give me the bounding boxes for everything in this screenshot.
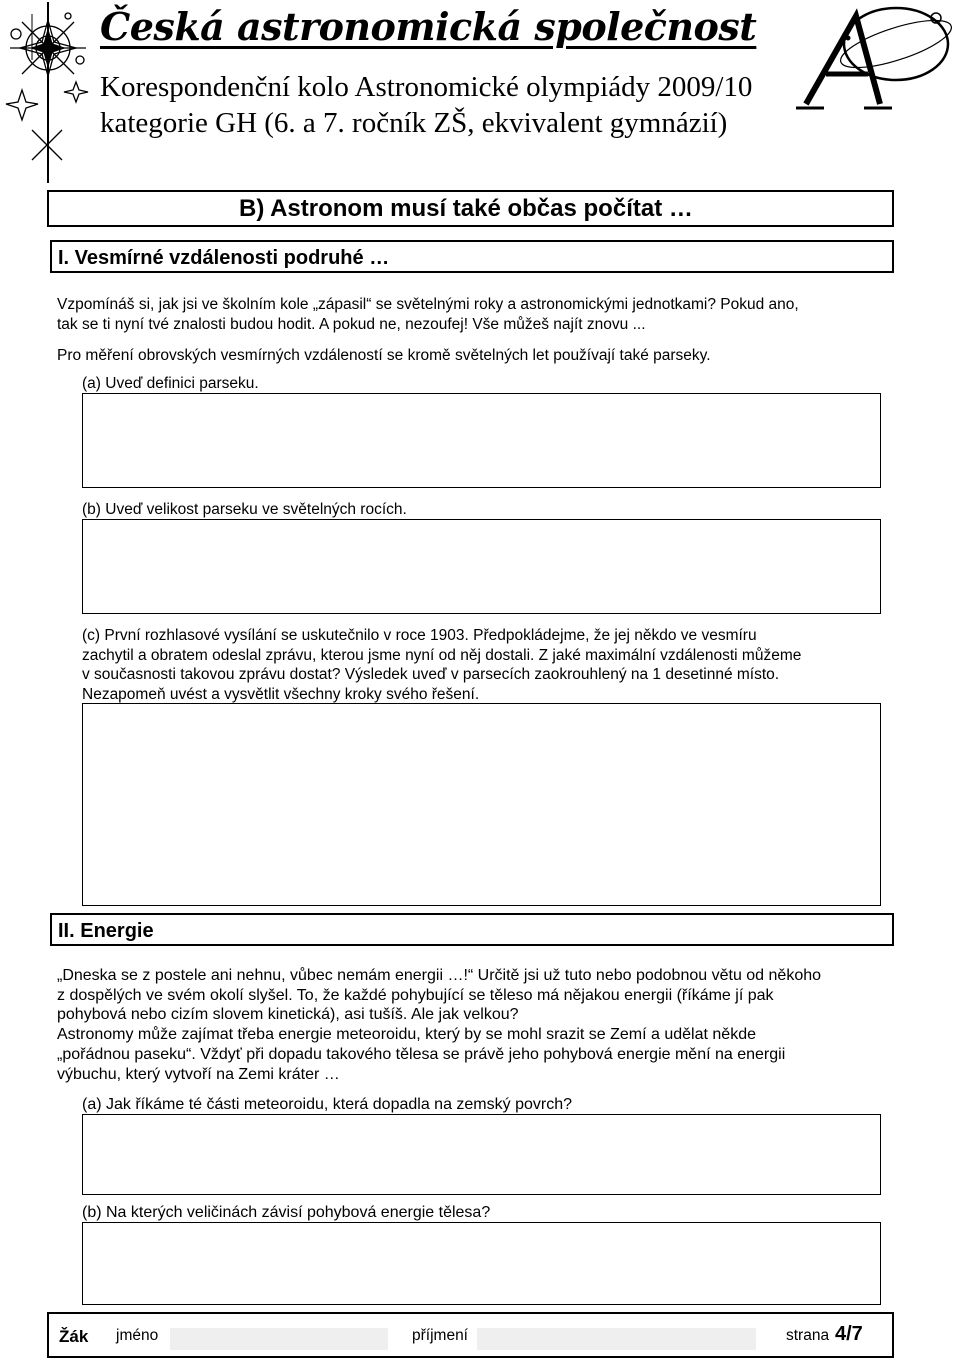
olympiad-round-title: Korespondenční kolo Astronomické olympiády 2009/10 (100, 71, 753, 103)
answer-box-2a[interactable] (82, 1114, 881, 1195)
part-1-heading: I. Vesmírné vzdálenosti podruhé … (58, 247, 390, 269)
star-compass-logo-icon (2, 0, 94, 185)
answer-box-1c[interactable] (82, 703, 881, 906)
page-number: 4/7 (835, 1323, 863, 1345)
part-2-intro-line: „Dneska se z postele ani nehnu, vůbec nemám energii …!“ Určitě jsi už tuto nebo podobnou větu od někoho (57, 967, 822, 984)
section-b-banner (47, 190, 894, 227)
part-2-intro-line: Astronomy může zajímat třeba energie meteoroidu, který by se mohl srazit se Zemí a udělat někde (57, 1026, 756, 1043)
part-2-intro-line: z dospělých ve svém okolí slyšel. To, že každé pohybující se těleso má nějakou energii (říkáme jí pak (57, 987, 774, 1004)
surname-field[interactable] (477, 1328, 756, 1350)
part-2-banner (50, 913, 894, 946)
part-2-intro-line: „pořádnou paseku“. Vždyť při dopadu takového tělesa se právě jeho pohybová energie mění na energii (57, 1046, 786, 1063)
question-1c-line: (c) První rozhlasové vysílání se uskutečnilo v roce 1903. Předpokládejme, že jej někdo ve vesmíru (82, 627, 757, 644)
surname-label: příjmení (412, 1327, 468, 1344)
part-1-banner (50, 240, 894, 273)
part-2-intro-line: výbuchu, který vytvoří na Zemi kráter … (57, 1066, 340, 1083)
answer-box-2b[interactable] (82, 1222, 881, 1305)
part-1-lead: Pro měření obrovských vesmírných vzdáleností se kromě světelných let používají také parseky. (57, 347, 711, 364)
answer-box-1b[interactable] (82, 519, 881, 614)
question-1c-line: Nezapomeň uvést a vysvětlit všechny kroky svého řešení. (82, 686, 480, 703)
student-footer (47, 1312, 894, 1358)
section-b-title: B) Astronom musí také občas počítat … (239, 195, 693, 222)
category-title: kategorie GH (6. a 7. ročník ZŠ, ekvivalent gymnázií) (100, 107, 728, 139)
first-name-label: jméno (116, 1327, 159, 1344)
first-name-field[interactable] (170, 1328, 388, 1350)
part-1-intro-line: Vzpomínáš si, jak jsi ve školním kole „zápasil“ se světelnými roky a astronomickými jednotkami? Pokud ano, (57, 296, 799, 313)
student-label: Žák (59, 1327, 89, 1346)
part-2-heading: II. Energie (58, 920, 154, 942)
page-label: strana (786, 1327, 830, 1344)
question-1b: (b) Uveď velikost parseku ve světelných rocích. (82, 501, 407, 518)
question-1c-line: v současnosti takovou zprávu dostat? Výsledek uveď v parsecích zaokrouhlený na 1 desetinné místo. (82, 666, 780, 683)
question-2b: (b) Na kterých veličinách závisí pohybová energie tělesa? (82, 1204, 491, 1221)
question-2a: (a) Jak říkáme té části meteoroidu, která dopadla na zemský povrch? (82, 1096, 572, 1113)
society-title: Česká astronomická společnost (100, 4, 757, 49)
olympiad-a-logo-icon (788, 4, 956, 114)
part-2-intro-line: pohybová nebo cizím slovem kinetická), asi tušíš. Ale jak velkou? (57, 1006, 519, 1023)
question-1c-line: zachytil a obratem odeslal zprávu, kterou jsme nyní od něj dostali. Z jaké maximální vzdálenosti můžeme (82, 647, 802, 664)
question-1a: (a) Uveď definici parseku. (82, 375, 259, 392)
part-1-intro-line: tak se ti nyní tvé znalosti budou hodit. A pokud ne, nezoufej! Vše můžeš najít znovu ... (57, 316, 646, 333)
answer-box-1a[interactable] (82, 393, 881, 488)
